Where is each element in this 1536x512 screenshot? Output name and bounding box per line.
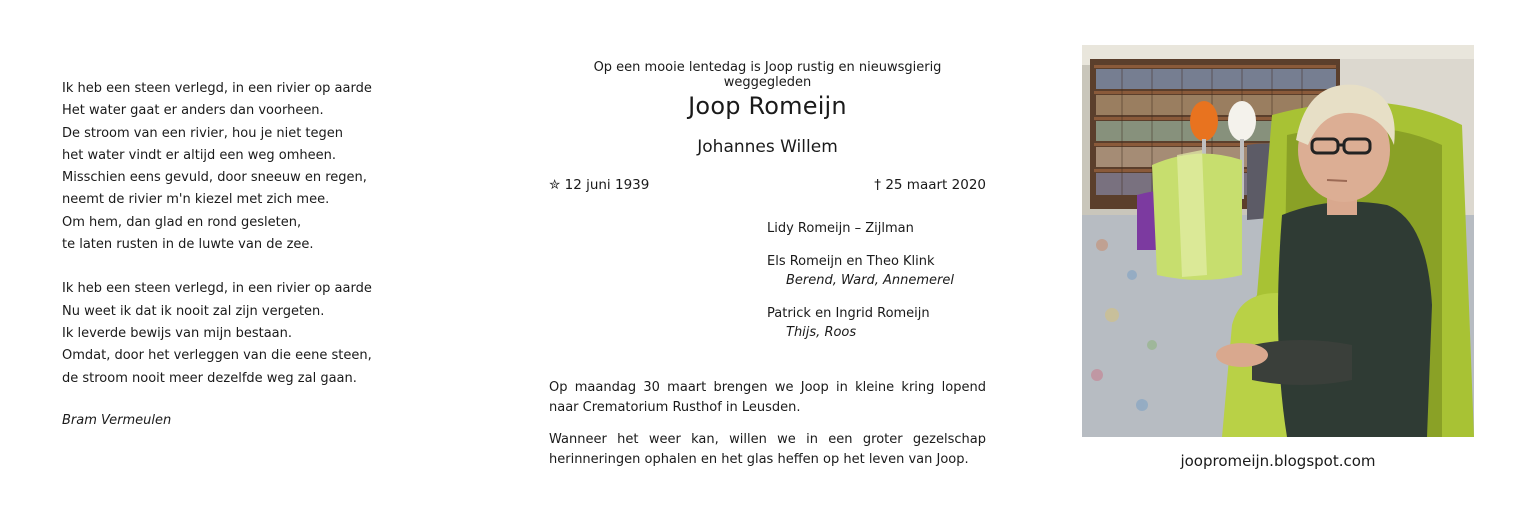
death-date: † 25 maart 2020 bbox=[874, 177, 986, 193]
funeral-paragraph: Op maandag 30 maart brengen we Joop in kleine kring lopend naar Crematorium Rusthof in Leusden. bbox=[549, 380, 986, 415]
family-names: Patrick en Ingrid Romeijn bbox=[767, 306, 930, 321]
birth-date: ✮ 12 juni 1939 bbox=[549, 177, 650, 193]
family-names: Els Romeijn en Theo Klink bbox=[767, 254, 935, 269]
poem-line: Ik heb een steen verlegd, in een rivier op aarde bbox=[62, 281, 372, 297]
family-group bbox=[767, 304, 1007, 342]
dates-row bbox=[549, 177, 986, 193]
family-group bbox=[767, 219, 1007, 238]
poem-line: Misschien eens gevuld, door sneeuw en regen, bbox=[62, 170, 367, 186]
poem-line: te laten rusten in de luwte van de zee. bbox=[62, 237, 314, 253]
poem-line: de stroom nooit meer dezelfde weg zal gaan. bbox=[62, 370, 357, 386]
poem bbox=[62, 78, 402, 432]
given-names: Johannes Willem bbox=[697, 137, 838, 157]
poem-line: Nu weet ik dat ik nooit zal zijn vergeten. bbox=[62, 303, 325, 319]
intro-text: Op een mooie lentedag is Joop rustig en nieuwsgierig weggegleden bbox=[593, 60, 942, 90]
poem-line: De stroom van een rivier, hou je niet tegen bbox=[62, 125, 344, 141]
family-list bbox=[767, 219, 1007, 356]
website-link[interactable]: joopromeijn.blogspot.com bbox=[1180, 452, 1376, 470]
poem-line: neemt de rivier m'n kiezel met zich mee. bbox=[62, 192, 330, 208]
poem-line: Om hem, dan glad en rond gesleten, bbox=[62, 214, 302, 230]
family-names: Lidy Romeijn – Zijlman bbox=[767, 221, 914, 236]
portrait-photo bbox=[1082, 45, 1474, 437]
family-children: Thijs, Roos bbox=[786, 325, 857, 340]
poem-line: Ik heb een steen verlegd, in een rivier op aarde bbox=[62, 81, 372, 96]
poem-line: het water vindt er altijd een weg omheen. bbox=[62, 147, 337, 163]
poem-author: Bram Vermeulen bbox=[62, 412, 172, 428]
family-group bbox=[767, 252, 1007, 290]
family-children: Berend, Ward, Annemerel bbox=[786, 273, 954, 288]
poem-line: Omdat, door het verleggen van die eene steen, bbox=[62, 348, 372, 364]
gathering-paragraph: Wanneer het weer kan, willen we in een groter gezelschap herinneringen ophalen en het glas heffen op het leven van Joop. bbox=[549, 432, 986, 467]
poem-line: Het water gaat er anders dan voorheen. bbox=[62, 103, 324, 119]
stanza-gap bbox=[62, 256, 402, 278]
deceased-name: Joop Romeijn bbox=[688, 92, 847, 120]
poem-line: Ik leverde bewijs van mijn bestaan. bbox=[62, 325, 293, 341]
